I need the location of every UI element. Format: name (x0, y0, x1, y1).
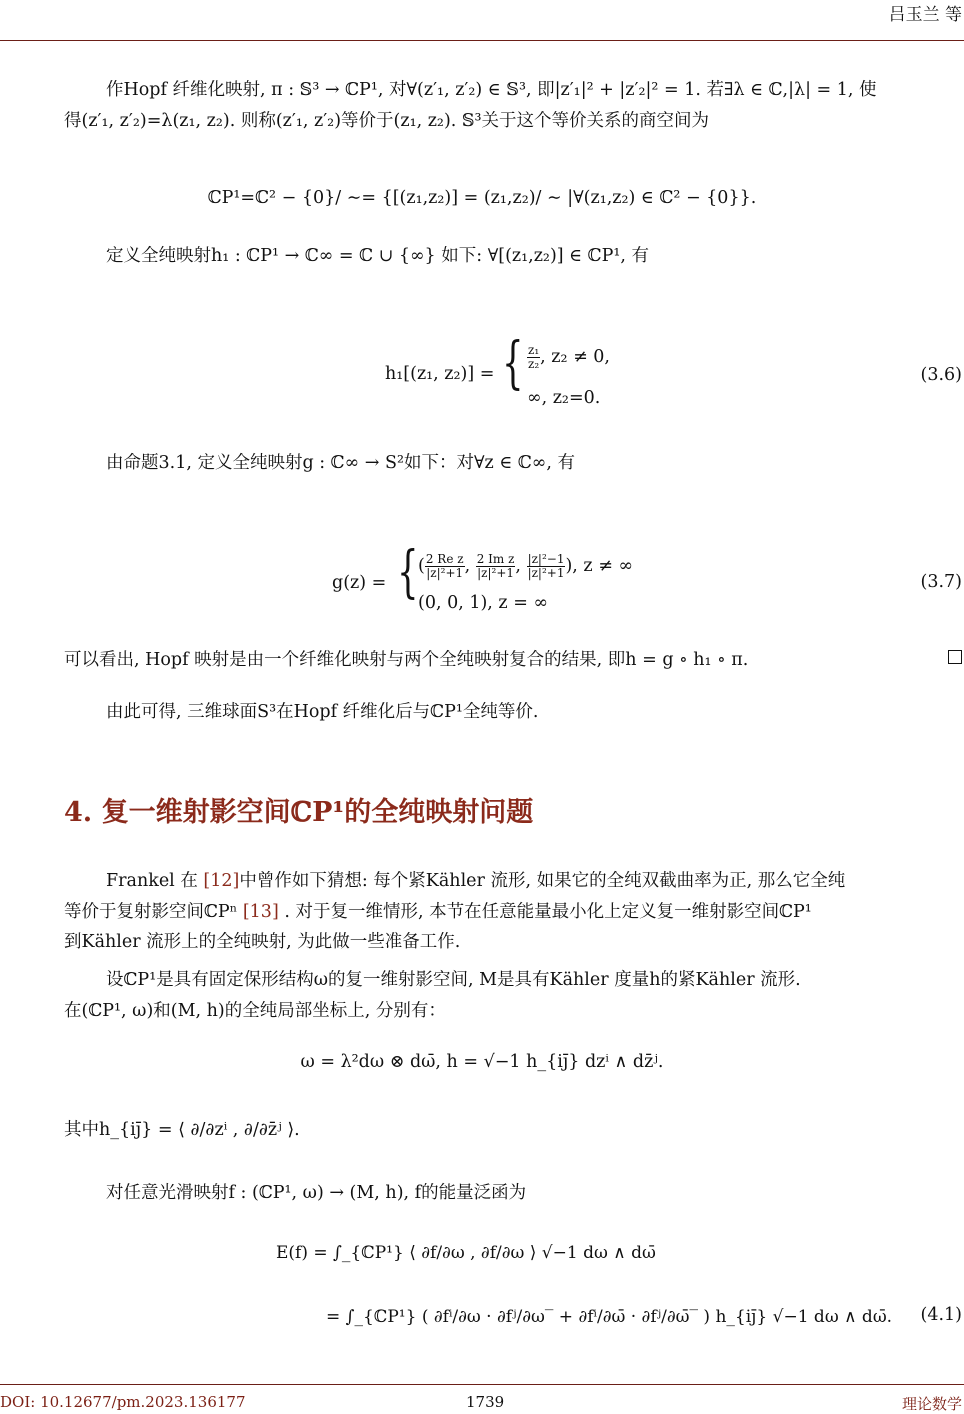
para6-line2: 等价于复射影空间ℂPⁿ [13] . 对于复一维情形, 本节在任意能量最小化上定义复一维射影空间ℂP¹ (64, 902, 812, 922)
footer-rule (0, 1384, 964, 1385)
para3: 由命题3.1, 定义全纯映射g : ℂ∞ → S²如下：对∀z ∈ ℂ∞, 有 (106, 453, 575, 473)
para4: 可以看出, Hopf 映射是由一个纤维化映射与两个全纯映射复合的结果, 即h = g ∘ h₁ ∘ π. (64, 650, 749, 670)
equation-cp1-quotient: ℂP¹=ℂ² − {0}/ ∼= {[(z₁,z₂)] = (z₁,z₂)/ ∼ |∀(z₁,z₂) ∈ ℂ² − {0}}. (207, 188, 757, 208)
qed-box-icon (948, 650, 962, 664)
footer-page-number: 1739 (466, 1393, 505, 1411)
para2: 定义全纯映射h₁ : ℂP¹ → ℂ∞ = ℂ ∪ {∞} 如下: ∀[(z₁,z₂)] ∈ ℂP¹, 有 (106, 246, 650, 266)
eq36-case2: ∞, z₂=0. (527, 388, 601, 408)
header-rule (0, 40, 964, 41)
para9: 对任意光滑映射f : (ℂP¹, ω) → (M, h), f的能量泛函为 (106, 1183, 527, 1203)
footer-doi-link[interactable]: DOI: 10.12677/pm.2023.136177 (0, 1393, 246, 1411)
eq41-line1: E(f) = ∫_{ℂP¹} ⟨ ∂f/∂ω , ∂f/∂ω ⟩ √−1 dω ∧ dω̄ (276, 1243, 656, 1263)
eq37-case2: (0, 0, 1), z = ∞ (418, 593, 549, 613)
para6-line3: 到Kähler 流形上的全纯映射, 为此做一些准备工作. (64, 932, 461, 952)
eq36-brace: { (502, 331, 524, 396)
eq41-line2: = ∫_{ℂP¹} ( ∂fⁱ/∂ω · ∂fʲ/∂ω‾ + ∂fⁱ/∂ω̄ · ∂fʲ/∂ω̄‾ ) h_{iȷ̄} √−1 dω ∧ dω̄. (326, 1307, 893, 1327)
equation-number-3-6: (3.6) (920, 365, 962, 385)
para5: 由此可得, 三维球面S³在Hopf 纤维化后与ℂP¹全纯等价. (106, 702, 539, 722)
citation-12[interactable]: [12] (203, 871, 240, 891)
para7-line1: 设ℂP¹是具有固定保形结构ω的复一维射影空间, M是具有Kähler 度量h的紧Kähler 流形. (106, 970, 801, 990)
eq36-case1: $\frac{\text{z₁}}{\text{z₂}}$ , z₂ ≠ 0, (528, 343, 610, 371)
eq37-lhs: g(z) = (332, 573, 387, 593)
citation-13[interactable]: [13] (242, 902, 279, 922)
footer-journal-link[interactable]: 理论数学 (901, 1395, 962, 1413)
equation-number-4-1: (4.1) (920, 1305, 962, 1325)
equation-metrics: ω = λ²dω ⊗ dω̄, h = √−1 h_{iȷ̄} dzⁱ ∧ dz̄ʲ. (300, 1052, 664, 1072)
equation-number-3-7: (3.7) (920, 572, 962, 592)
eq36-lhs: h₁[(z₁, z₂)] = (385, 364, 495, 384)
para8-h-definition: 其中h_{iȷ̄} = ⟨ ∂/∂zⁱ , ∂/∂z̄ʲ ⟩. (64, 1120, 300, 1140)
section-heading-4: 4. 复一维射影空间ℂP¹的全纯映射问题 (64, 797, 534, 828)
eq37-case1: ( $\frac{\text{2 Re z}}{\text{|z|²+1}}$ , $\frac{\text{2 Im z}}{\text{|z|²+1}}$ , $\frac{\text{|z|²−1}}{\text{|z|²+1}}$ ), z ≠ ∞ (418, 552, 634, 580)
para1-line1: 作Hopf 纤维化映射, π : 𝕊³ → ℂP¹, 对∀(z′₁, z′₂) ∈ 𝕊³, 即|z′₁|² + |z′₂|² = 1. 若∃λ ∈ ℂ,|λ| = 1, 使 (106, 80, 877, 100)
para7-line2: 在(ℂP¹, ω)和(M, h)的全纯局部坐标上, 分别有： (64, 1001, 446, 1021)
para1-line2: 得(z′₁, z′₂)=λ(z₁, z₂). 则称(z′₁, z′₂)等价于(z₁, z₂). 𝕊³关于这个等价关系的商空间为 (64, 111, 710, 131)
eq36-fraction: $\frac{\text{z₁}}{\text{z₂}}$ (528, 343, 540, 371)
eq37-brace: { (397, 540, 419, 605)
running-header-author: 吕玉兰 等 (888, 5, 962, 25)
para6-line1: Frankel 在 [12]中曾作如下猜想: 每个紧Kähler 流形, 如果它的全纯双截曲率为正, 那么它全纯 (106, 871, 846, 891)
